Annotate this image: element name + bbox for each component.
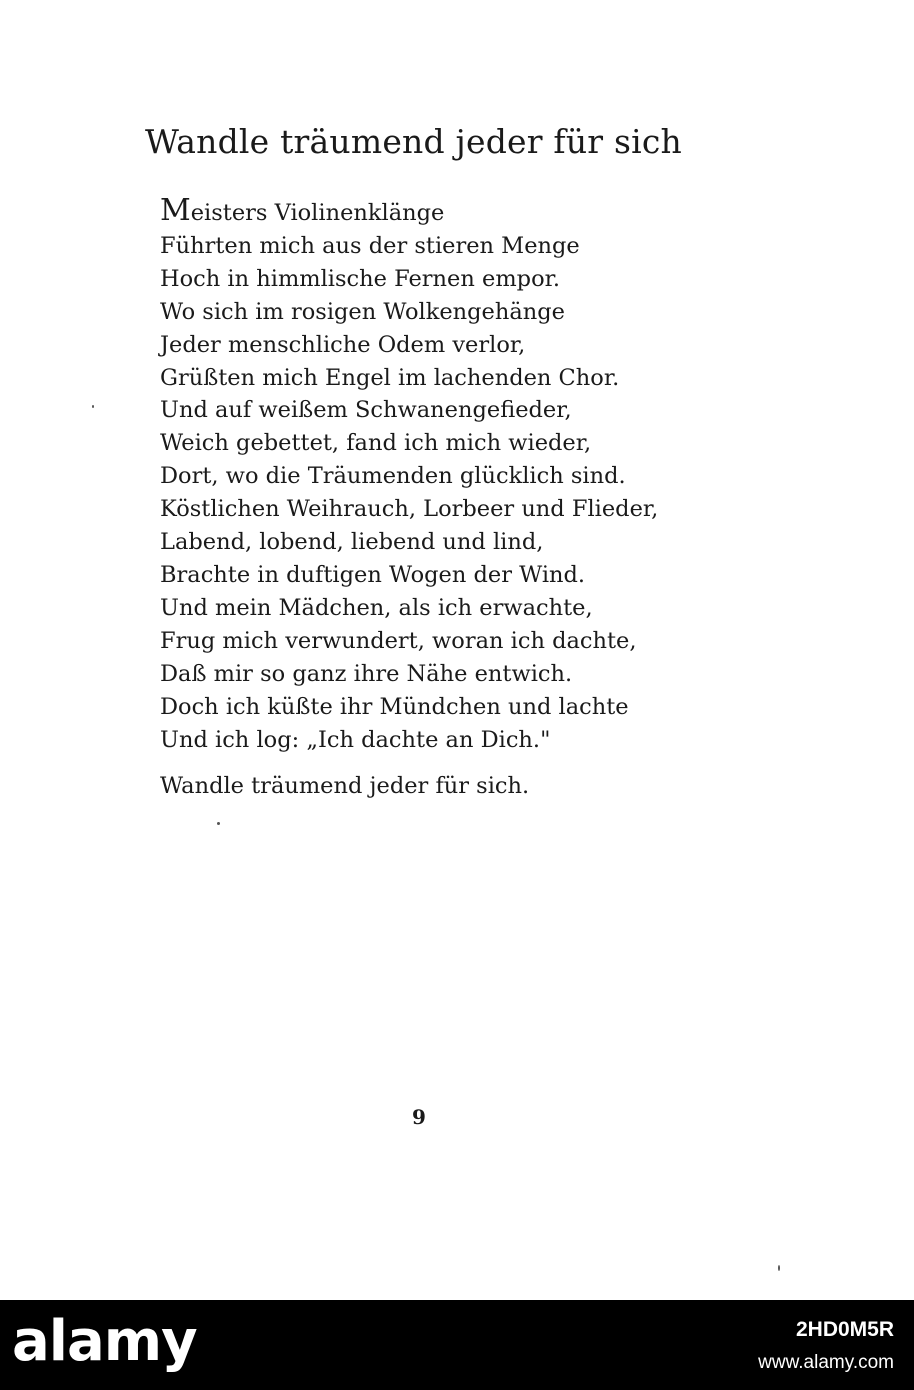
poem-line: Grüßten mich Engel im lachenden Chor. — [160, 364, 620, 391]
print-speck — [92, 405, 94, 408]
poem-line: Führten mich aus der stieren Menge — [160, 232, 580, 259]
poem-line: Und auf weißem Schwanengefieder, — [160, 397, 572, 424]
poem-line: Daß mir so ganz ihre Nähe entwich. — [160, 660, 573, 687]
print-speck — [217, 822, 220, 825]
poem-line: Jeder menschliche Odem verlor, — [160, 331, 526, 358]
poem-line: Labend, lobend, liebend und lind, — [160, 529, 544, 556]
poem-line: Hoch in himmlische Fernen empor. — [160, 265, 561, 292]
poem-line: Und ich log: „Ich dachte an Dich." — [160, 726, 551, 753]
watermark-image-id: 2HD0M5R — [795, 1318, 894, 1341]
page-number: 9 — [412, 1105, 426, 1129]
watermark-banner — [0, 1300, 914, 1390]
poem-line: Meisters Violinenklänge — [160, 193, 445, 228]
poem-line: Wo sich im rosigen Wolkengehänge — [160, 298, 565, 325]
poem-line: Doch ich küßte ihr Mündchen und lachte — [160, 693, 629, 720]
print-speck — [778, 1265, 780, 1271]
poem-line: Frug mich verwundert, woran ich dachte, — [160, 627, 637, 654]
poem-line: Und mein Mädchen, als ich erwachte, — [160, 594, 593, 621]
poem-line: Köstlichen Weihrauch, Lorbeer und Flieder, — [160, 496, 659, 523]
poem-line: Brachte in duftigen Wogen der Wind. — [160, 561, 586, 588]
watermark-site: www.alamy.com — [758, 1352, 894, 1373]
poem-stanza — [160, 195, 658, 756]
watermark-logo: alamy — [12, 1309, 197, 1374]
poem-title: Wandle träumend jeder für sich — [145, 122, 682, 161]
poem-closing-line: Wandle träumend jeder für sich. — [160, 773, 530, 799]
poem-line: Dort, wo die Träumenden glücklich sind. — [160, 463, 626, 490]
poem-line: Weich gebettet, fand ich mich wieder, — [160, 430, 592, 457]
